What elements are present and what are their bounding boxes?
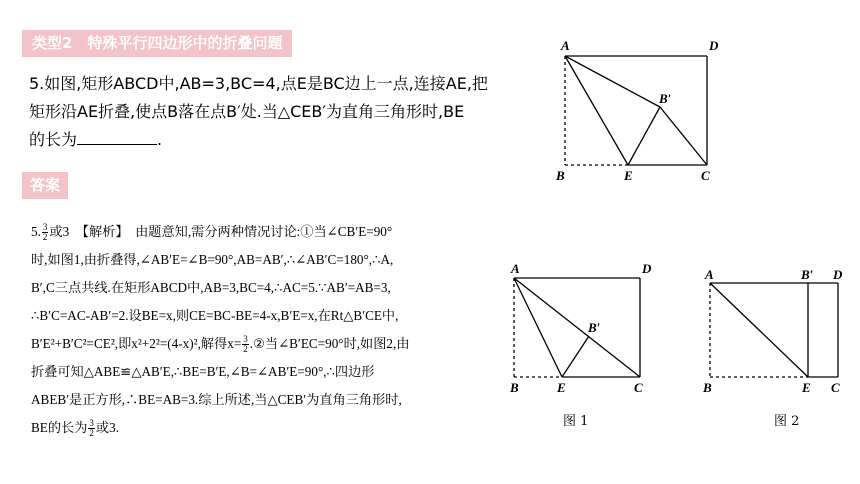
solution-text-part: B′E²+B′C²=CE²,即x²+2²=(4-x)²,解得x= — [31, 336, 242, 351]
solution-line: B′,C三点共线.在矩形ABCD中,AB=3,BC=4,∴AC=5.∵AB′=AB=3, — [31, 280, 391, 295]
answer-tag: 答案 — [22, 172, 68, 199]
fig2-label-e: E — [802, 380, 811, 395]
fraction-numerator: 3 — [42, 222, 48, 233]
figure-2 — [710, 283, 838, 377]
main-label-c: C — [701, 168, 710, 183]
fig1-caption: 图 1 — [563, 414, 589, 429]
question-line: 矩形沿AE折叠,使点B落在点B′处.当△CEB′为直角三角形时,BE — [29, 102, 465, 121]
question-line: 5.如图,矩形ABCD中,AB=3,BC=4,点E是BC边上一点,连接AE,把 — [29, 74, 488, 93]
solution-text-part: 或3 【解析】 由题意知,需分两种情况讨论:①当∠CB′E=90° — [49, 224, 393, 239]
main-label-e: E — [624, 168, 633, 183]
fig1-label-e: E — [557, 380, 566, 395]
fig1-label-b: B — [510, 380, 519, 395]
fig2-label-bprime: B′ — [801, 267, 814, 282]
fig2-label-a: A — [705, 267, 714, 282]
fig2-label-b: B — [703, 380, 712, 395]
fig2-caption: 图 2 — [774, 414, 800, 429]
main-label-bprime: B′ — [659, 91, 672, 106]
fraction-numerator: 3 — [243, 334, 248, 345]
fraction-denominator: 2 — [89, 428, 94, 439]
figure-1 — [514, 278, 640, 377]
main-label-b: B — [556, 168, 565, 183]
fraction-denominator: 2 — [243, 344, 248, 355]
fraction-denominator: 2 — [42, 232, 48, 243]
solution-line: ∴B′C=AC-AB′=2.设BE=x,则CE=BC-BE=4-x,B′E=x,在Rt△B′CE中, — [31, 308, 399, 323]
main-label-d: D — [709, 38, 719, 53]
question-line-text: 的长为 — [29, 130, 78, 149]
main-label-a: A — [561, 38, 570, 53]
fig1-label-d: D — [642, 261, 652, 276]
solution-text-part: .②当∠B′EC=90°时,如图2,由 — [249, 336, 410, 351]
fig1-label-a: A — [511, 261, 520, 276]
fig1-label-bprime: B′ — [588, 320, 601, 335]
main-figure — [565, 56, 707, 165]
solution-text-part: BE的长为 — [31, 420, 88, 435]
question-line-end: . — [157, 130, 163, 149]
solution-text-part: 或3. — [95, 420, 119, 435]
solution-line: ABEB′是正方形,∴BE=AB=3.综上所述,当△CEB′为直角三角形时, — [31, 392, 402, 407]
solution-line: 时,如图1,由折叠得,∠AB′E=∠B=90°,AB=AB′,∴∠AB′C=180°,∴A, — [31, 252, 394, 267]
solution-text-part: 5. — [31, 224, 41, 239]
fraction-numerator: 3 — [89, 418, 94, 429]
section-type-tag: 类型2 特殊平行四边形中的折叠问题 — [22, 30, 292, 57]
solution-line: 折叠可知△ABE≌△AB′E,∴BE=B′E,∠B=∠AB′E=90°,∴四边形 — [31, 364, 375, 379]
fig2-label-c: C — [831, 380, 840, 395]
fig2-label-d: D — [833, 267, 843, 282]
fig1-label-c: C — [634, 380, 643, 395]
